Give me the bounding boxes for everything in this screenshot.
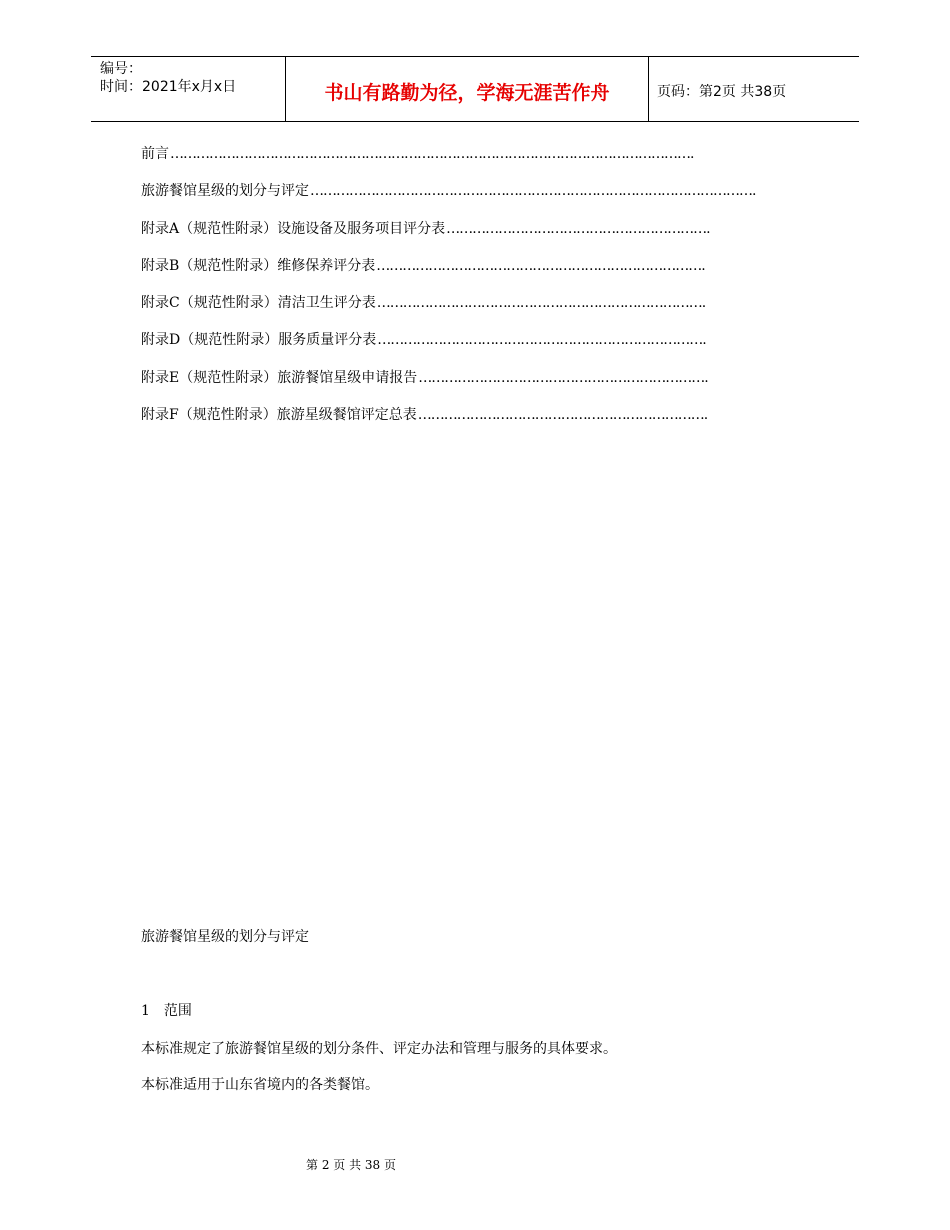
toc-entry-end: . — [752, 183, 757, 200]
toc-entry-end: . — [706, 220, 711, 237]
toc-entry-label: 附录B（规范性附录）维修保养评分表 — [141, 255, 376, 277]
header-left-cell — [91, 57, 286, 121]
toc-entry-label: 附录E（规范性附录）旅游餐馆星级申请报告 — [141, 367, 418, 389]
toc-entry-label: 附录C（规范性附录）清洁卫生评分表 — [141, 292, 377, 314]
toc-entry[interactable] — [141, 218, 711, 255]
toc-entry[interactable] — [141, 404, 709, 441]
toc-entry[interactable] — [141, 329, 707, 366]
toc-entry-leader: ………………………………………………………………………………………… — [310, 183, 752, 200]
toc-entry-leader: ………………………………………………………… — [417, 407, 704, 424]
toc-entry-end: . — [704, 369, 709, 386]
page-header — [91, 56, 859, 122]
toc-entry-end: . — [702, 332, 707, 349]
header-page-number: 页码：第2页 共38页 — [657, 84, 787, 100]
table-of-contents — [141, 143, 757, 441]
toc-entry-label: 旅游餐馆星级的划分与评定 — [141, 180, 310, 202]
toc-entry-label: 前言 — [141, 143, 170, 165]
document-time-label: 时间：2021年x月x日 — [100, 79, 237, 95]
header-motto: 书山有路勤为径，学海无涯苦作舟 — [286, 57, 649, 121]
toc-entry-label: 附录D（规范性附录）服务质量评分表 — [141, 329, 377, 351]
scope-paragraph: 本标准规定了旅游餐馆星级的划分条件、评定办法和管理与服务的具体要求。 — [141, 1041, 617, 1057]
toc-entry-leader: ………………………………………………………………… — [377, 332, 703, 349]
document-number-label: 编号： — [100, 61, 142, 77]
toc-entry-end: . — [701, 295, 707, 312]
toc-entry[interactable] — [141, 367, 709, 404]
toc-entry[interactable] — [141, 143, 695, 180]
toc-entry-leader: ………………………………………………………………… — [376, 257, 702, 274]
toc-entry-end: . — [703, 407, 709, 424]
section-title: 旅游餐馆星级的划分与评定 — [141, 929, 309, 945]
applicability-paragraph: 本标准适用于山东省境内的各类餐馆。 — [141, 1077, 379, 1093]
toc-entry-leader: ………………………………………………………… — [418, 369, 705, 386]
toc-entry[interactable] — [141, 180, 757, 217]
toc-entry[interactable] — [141, 255, 706, 292]
toc-entry-leader: ………………………………………………………………… — [376, 295, 702, 312]
toc-entry-label: 附录F（规范性附录）旅游星级餐馆评定总表 — [141, 404, 418, 426]
toc-entry-leader: ………………………………………………………………………………………………………… — [170, 146, 690, 162]
toc-entry-label: 附录A（规范性附录）设施设备及服务项目评分表 — [141, 218, 446, 240]
page-footer: 第 2 页 共 38 页 — [306, 1158, 396, 1172]
scope-heading: 1 范围 — [141, 1003, 192, 1019]
toc-entry[interactable] — [141, 292, 707, 329]
toc-entry-end: . — [701, 257, 706, 274]
toc-entry-leader: …………………………………………………… — [446, 220, 707, 237]
toc-entry-end: . — [690, 146, 695, 162]
